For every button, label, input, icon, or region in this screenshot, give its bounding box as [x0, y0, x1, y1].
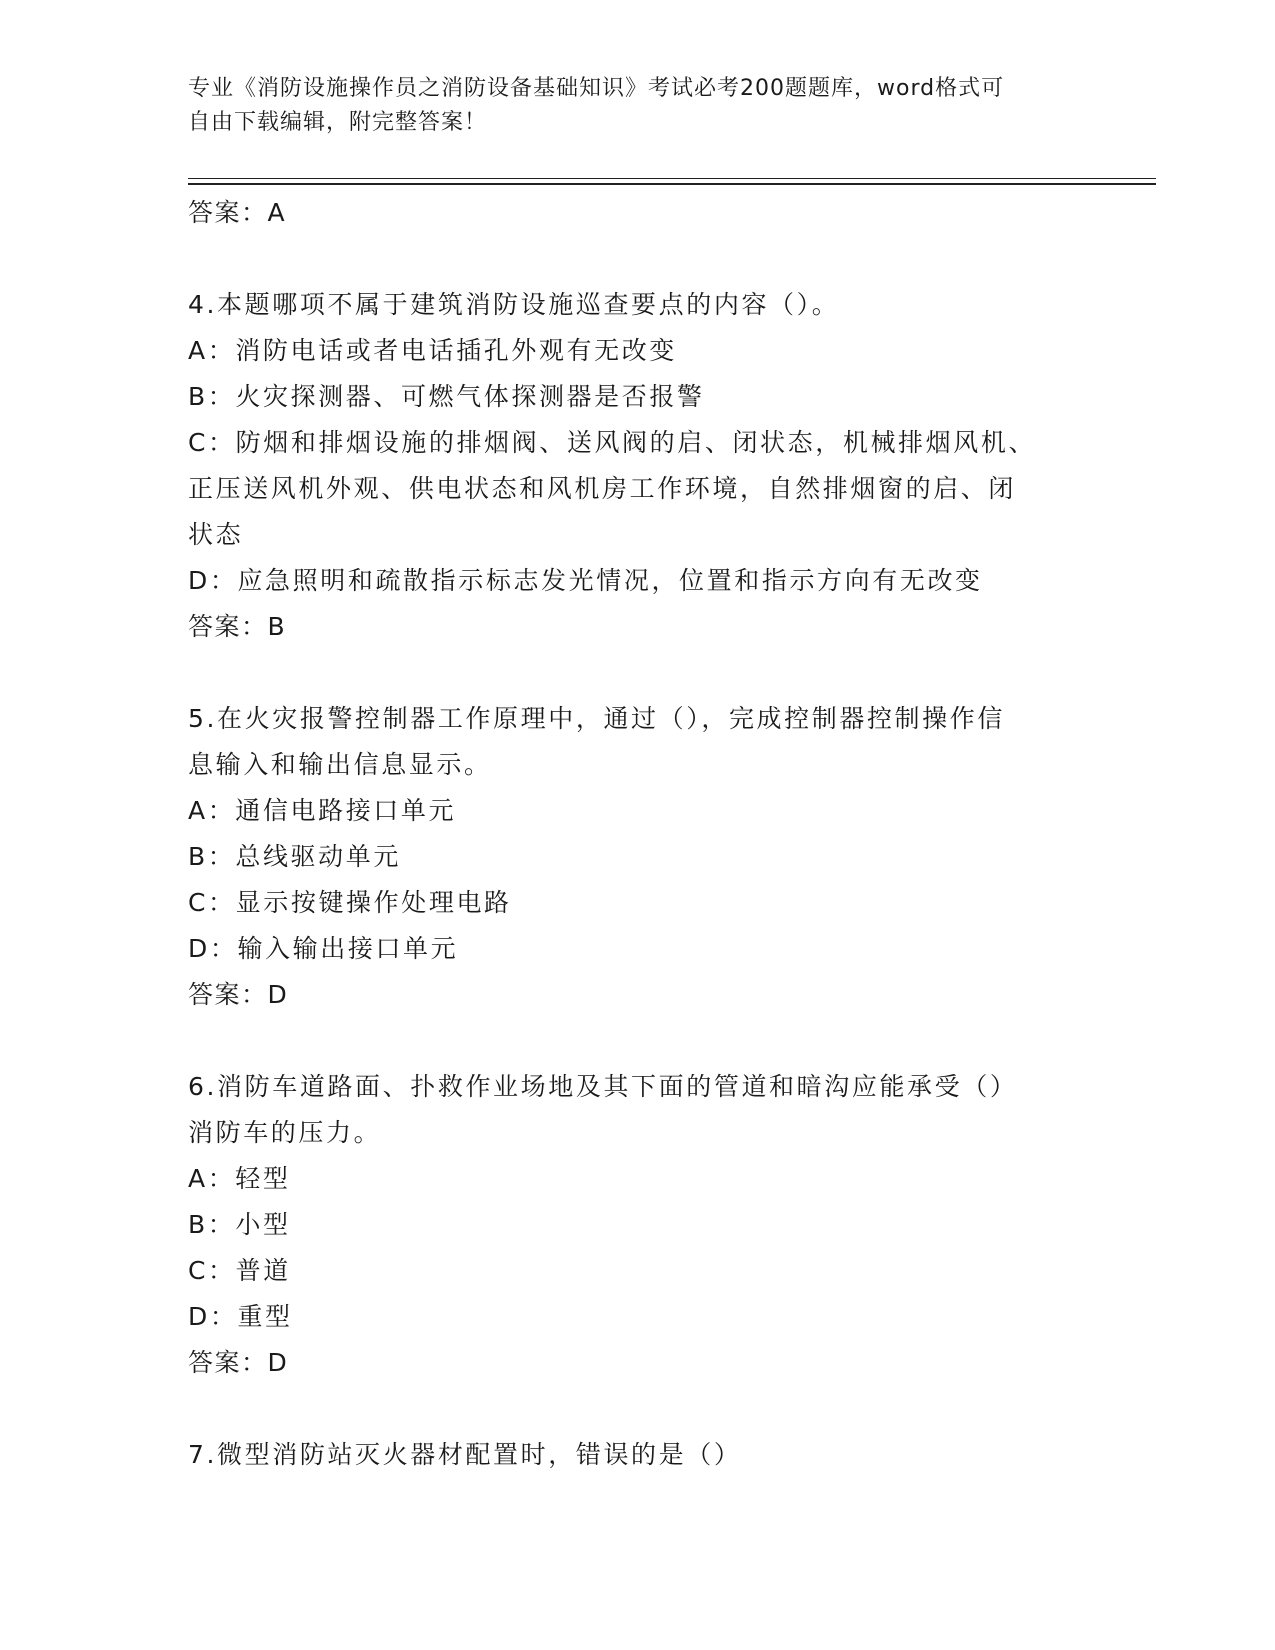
question-4-option-d: D：应急照明和疏散指示标志发光情况，位置和指示方向有无改变	[188, 566, 983, 595]
question-4-option-c-line-2: 正压送风机外观、供电状态和风机房工作环境，自然排烟窗的启、闭	[188, 474, 1017, 503]
question-4-option-a: A：消防电话或者电话插孔外观有无改变	[188, 336, 677, 365]
question-7	[188, 1432, 1088, 1478]
question-4	[188, 282, 1088, 650]
header-divider-thick	[188, 183, 1156, 185]
question-5-option-c: C：显示按键操作处理电路	[188, 888, 512, 917]
answer-prev: 答案：A	[188, 198, 287, 227]
question-5-stem-line-1: 5.在火灾报警控制器工作原理中，通过（），完成控制器控制操作信	[188, 704, 1005, 733]
question-5-stem-line-2: 息输入和输出信息显示。	[188, 750, 492, 779]
header-line-2: 自由下载编辑，附完整答案！	[188, 110, 488, 135]
question-6-stem-line-2: 消防车的压力。	[188, 1118, 382, 1147]
question-6-option-d: D：重型	[188, 1302, 293, 1331]
question-6	[188, 1064, 1088, 1386]
question-6-option-b: B：小型	[188, 1210, 291, 1239]
question-5	[188, 696, 1088, 1018]
question-4-option-c-line-1: C：防烟和排烟设施的排烟阀、送风阀的启、闭状态，机械排烟风机、	[188, 428, 1037, 457]
question-5-answer: 答案：D	[188, 980, 289, 1009]
question-4-option-c-line-3: 状态	[188, 520, 244, 549]
header-divider-thin	[188, 178, 1156, 179]
question-6-option-c: C：普道	[188, 1256, 291, 1285]
question-4-option-b: B：火灾探测器、可燃气体探测器是否报警	[188, 382, 705, 411]
question-5-option-d: D：输入输出接口单元	[188, 934, 459, 963]
question-7-stem: 7.微型消防站灭火器材配置时，错误的是（）	[188, 1440, 742, 1469]
question-6-option-a: A：轻型	[188, 1164, 291, 1193]
question-6-stem-line-1: 6.消防车道路面、扑救作业场地及其下面的管道和暗沟应能承受（）	[188, 1072, 1018, 1101]
question-6-answer: 答案：D	[188, 1348, 289, 1377]
header-line-1: 专业《消防设施操作员之消防设备基础知识》考试必考200题题库，word格式可	[188, 76, 1005, 101]
question-4-answer: 答案：B	[188, 612, 287, 641]
document-header	[188, 72, 1088, 140]
question-5-option-a: A：通信电路接口单元	[188, 796, 457, 825]
question-5-option-b: B：总线驱动单元	[188, 842, 401, 871]
question-4-stem: 4.本题哪项不属于建筑消防设施巡查要点的内容（）。	[188, 290, 840, 319]
question-list	[188, 190, 1088, 1478]
